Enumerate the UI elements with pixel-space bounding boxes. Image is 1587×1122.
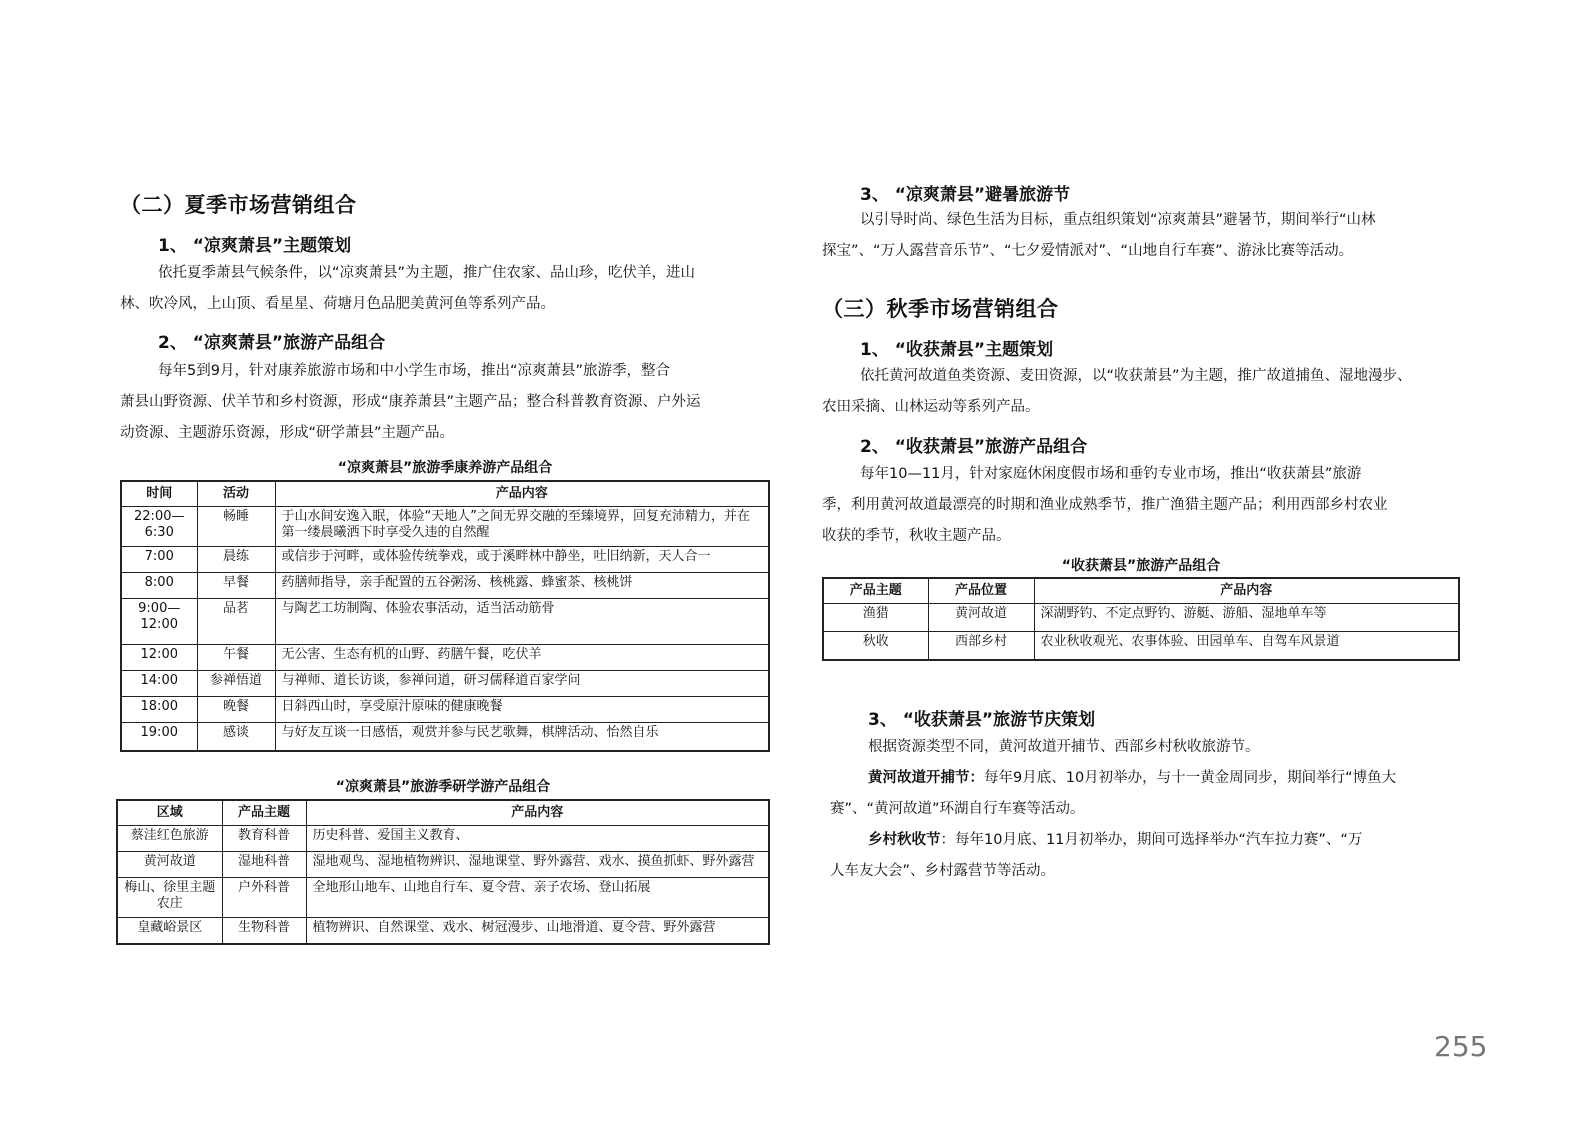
cell-content: 湿地观鸟、湿地植物辨识、湿地课堂、野外露营、戏水、摸鱼抓虾、野外露营 — [306, 852, 769, 878]
paragraph-line: 萧县山野资源、伏羊节和乡村资源，形成“康养萧县”主题产品；整合科普教育资源、户外运 — [120, 394, 701, 410]
paragraph-line: 依托夏季萧县气候条件，以“凉爽萧县”为主题，推广住农家、品山珍，吃伏羊，进山 — [158, 265, 696, 281]
paragraph-line: 收获的季节，秋收主题产品。 — [822, 528, 1011, 544]
paragraph-summer-festival — [822, 205, 1376, 267]
paragraph-harvest-theme — [822, 361, 1412, 423]
paragraph-line: 赛”、“黄河故道”环湖自行车赛等活动。 — [830, 801, 1085, 817]
table-row — [121, 645, 769, 671]
table-caption-study-tour: “凉爽萧县”旅游季研学游产品组合 — [335, 779, 551, 795]
cell-time: 12:00 — [121, 645, 197, 671]
cell-content: 与禅师、道长访谈，参禅问道，研习儒释道百家学问 — [275, 671, 769, 697]
table-row — [121, 723, 769, 751]
paragraph-line: 农田采摘、山林运动等系列产品。 — [822, 399, 1040, 415]
cell-content: 与陶艺工坊制陶、体验农事活动，适当活动筋骨 — [275, 599, 769, 645]
table-header: 区域 — [117, 800, 222, 826]
cell-content: 历史科普、爱国主义教育、 — [306, 826, 769, 852]
cell-activity: 参禅悟道 — [197, 671, 275, 697]
paragraph-line: 动资源、主题游乐资源，形成“研学萧县”主题产品。 — [120, 425, 455, 441]
cell-activity: 早餐 — [197, 573, 275, 599]
cell-content: 植物辨识、自然课堂、戏水、树冠漫步、山地滑道、夏令营、野外露营 — [306, 918, 769, 944]
cell-time: 14:00 — [121, 671, 197, 697]
cell-location: 西部乡村 — [928, 632, 1034, 660]
section-title-autumn: （三）秋季市场营销组合 — [822, 297, 1059, 321]
cell-content: 农业秋收观光、农事体验、田园单车、自驾车风景道 — [1034, 632, 1459, 660]
cell-time: 22:00—6:30 — [121, 507, 197, 547]
table-header: 产品内容 — [275, 481, 769, 507]
paragraph-line — [830, 763, 1396, 794]
cell-activity: 畅睡 — [197, 507, 275, 547]
table-harvest-products — [822, 577, 1460, 661]
table-wellness-products — [120, 480, 770, 752]
cell-time: 8:00 — [121, 573, 197, 599]
cell-content: 全地形山地车、山地自行车、夏令营、亲子农场、登山拓展 — [306, 878, 769, 918]
cell-content: 无公害、生态有机的山野、药膳午餐，吃伏羊 — [275, 645, 769, 671]
paragraph-line: 林、吹冷风，上山顶、看星星、荷塘月色品肥美黄河鱼等系列产品。 — [120, 296, 555, 312]
cell-area: 梅山、徐里主题农庄 — [117, 878, 222, 918]
cell-activity: 午餐 — [197, 645, 275, 671]
paragraph-line — [830, 825, 1396, 856]
table-study-tour-products — [116, 799, 770, 945]
cell-area: 蔡洼红色旅游 — [117, 826, 222, 852]
subsection-title-harvest-theme: 1、 “收获萧县”主题策划 — [860, 340, 1054, 360]
paragraph-line: 依托黄河故道鱼类资源、麦田资源，以“收获萧县”为主题，推广故道捕鱼、湿地漫步、 — [860, 368, 1412, 384]
table-row — [121, 599, 769, 645]
cell-time: 7:00 — [121, 547, 197, 573]
paragraph-harvest-combo — [822, 459, 1388, 552]
cell-content: 药膳师指导，亲手配置的五谷粥汤、核桃露、蜂蜜茶、核桃饼 — [275, 573, 769, 599]
cell-location: 黄河故道 — [928, 604, 1034, 632]
table-row — [117, 918, 769, 944]
table-row — [117, 852, 769, 878]
table-row — [121, 573, 769, 599]
table-row — [121, 507, 769, 547]
festival-label: 黄河故道开捕节： — [868, 770, 984, 786]
table-header: 时间 — [121, 481, 197, 507]
cell-theme: 生物科普 — [222, 918, 306, 944]
cell-content: 与好友互谈一日感悟，观赏并参与民艺歌舞，棋牌活动、怡然自乐 — [275, 723, 769, 751]
festival-text: ：每年10月底、11月初举办，期间可选择举办“汽车拉力赛”、“万 — [940, 832, 1363, 848]
table-header: 产品内容 — [306, 800, 769, 826]
subsection-title-harvest-festival: 3、 “收获萧县”旅游节庆策划 — [868, 710, 1096, 730]
cell-time: 19:00 — [121, 723, 197, 751]
paragraph-line: 探宝”、“万人露营音乐节”、“七夕爱情派对”、“山地自行车赛”、游泳比赛等活动。 — [822, 243, 1354, 259]
cell-theme: 户外科普 — [222, 878, 306, 918]
cell-time: 9:00—12:00 — [121, 599, 197, 645]
subsection-title-summer-festival: 3、 “凉爽萧县”避暑旅游节 — [860, 185, 1071, 205]
cell-theme: 渔猎 — [823, 604, 928, 632]
table-row — [121, 547, 769, 573]
table-caption-harvest: “收获萧县”旅游产品组合 — [1061, 558, 1221, 574]
table-caption-wellness: “凉爽萧县”旅游季康养游产品组合 — [337, 460, 553, 476]
table-row — [823, 604, 1459, 632]
table-row — [121, 671, 769, 697]
cell-activity: 感谈 — [197, 723, 275, 751]
festival-text: 每年9月底、10月初举办，与十一黄金周同步，期间举行“博鱼大 — [984, 770, 1397, 786]
page-number: 255 — [1434, 1030, 1488, 1063]
cell-area: 皇藏峪景区 — [117, 918, 222, 944]
table-row — [117, 878, 769, 918]
cell-activity: 晚餐 — [197, 697, 275, 723]
cell-activity: 晨练 — [197, 547, 275, 573]
cell-content: 日斜西山时，享受原汁原味的健康晚餐 — [275, 697, 769, 723]
table-row — [117, 826, 769, 852]
subsection-title-harvest-combo: 2、 “收获萧县”旅游产品组合 — [860, 437, 1088, 457]
section-title-summer: （二）夏季市场营销组合 — [120, 193, 357, 217]
table-row — [823, 632, 1459, 660]
table-row — [121, 697, 769, 723]
paragraph-line: 每年5到9月，针对康养旅游市场和中小学生市场，推出“凉爽萧县”旅游季，整合 — [158, 363, 670, 379]
paragraph-line: 每年10—11月，针对家庭休闲度假市场和垂钓专业市场，推出“收获萧县”旅游 — [860, 466, 1362, 482]
paragraph-line: 季，利用黄河故道最漂亮的时期和渔业成熟季节，推广渔猎主题产品；利用西部乡村农业 — [822, 497, 1388, 513]
cell-theme: 秋收 — [823, 632, 928, 660]
table-header: 产品主题 — [823, 578, 928, 604]
table-header: 产品主题 — [222, 800, 306, 826]
cell-theme: 湿地科普 — [222, 852, 306, 878]
festival-label: 乡村秋收节 — [868, 832, 941, 848]
table-header: 产品内容 — [1034, 578, 1459, 604]
subsection-title-theme-planning: 1、 “凉爽萧县”主题策划 — [158, 236, 352, 256]
paragraph-theme-planning — [120, 258, 695, 320]
paragraph-line: 根据资源类型不同，黄河故道开捕节、西部乡村秋收旅游节。 — [868, 739, 1260, 755]
subsection-title-product-combo: 2、 “凉爽萧县”旅游产品组合 — [158, 333, 386, 353]
cell-content: 深湖野钓、不定点野钓、游艇、游船、湿地单车等 — [1034, 604, 1459, 632]
table-header: 产品位置 — [928, 578, 1034, 604]
cell-area: 黄河故道 — [117, 852, 222, 878]
paragraph-line: 以引导时尚、绿色生活为目标，重点组织策划“凉爽萧县”避暑节，期间举行“山林 — [860, 212, 1376, 228]
cell-content: 或信步于河畔，或体验传统拳戏，或于溪畔林中静坐，吐旧纳新，天人合一 — [275, 547, 769, 573]
paragraph-harvest-festival — [830, 732, 1396, 887]
cell-time: 18:00 — [121, 697, 197, 723]
cell-content: 于山水间安逸入眠，体验“天地人”之间无界交融的至臻境界，回复充沛精力，并在第一缕晨曦洒下时享受久违的自然醒 — [275, 507, 769, 547]
cell-theme: 教育科普 — [222, 826, 306, 852]
paragraph-line: 人车友大会”、乡村露营节等活动。 — [830, 863, 1056, 879]
table-header: 活动 — [197, 481, 275, 507]
paragraph-product-combo — [120, 356, 701, 449]
cell-activity: 品茗 — [197, 599, 275, 645]
